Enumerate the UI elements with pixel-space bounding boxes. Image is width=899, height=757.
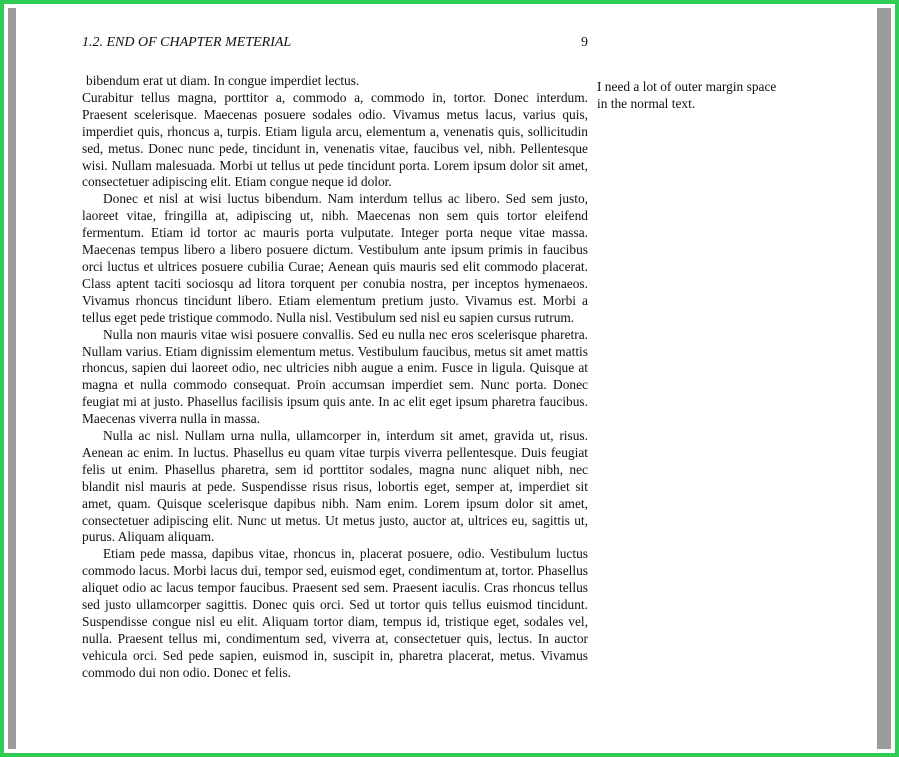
paragraph: Curabitur tellus magna, porttitor a, commodo a, commodo in, tortor. Donec interdum. Praesent scelerisque. Maecenas posuere sodales odio. Vivamus metus lacus, varius quis, imperdiet quis, rhoncus a, turpis. Etiam ligula arcu, elementum a, venenatis quis, sollicitudin sed, metus. Donec nunc pede, tincidunt in, venenatis vitae, faucibus vel, nibh. Pellentesque wisi. Nullam malesuada. Morbi ut tellus ut pede tincidunt porta. Lorem ipsum dolor sit amet, consectetuer adipiscing elit. Etiam congue neque id dolor. bbox=[82, 89, 588, 190]
body-text bbox=[82, 73, 588, 682]
running-header bbox=[82, 35, 588, 53]
page-number: 9 bbox=[581, 35, 588, 50]
left-page-gutter bbox=[8, 8, 16, 749]
section-title: 1.2. END OF CHAPTER METERIAL bbox=[82, 35, 292, 50]
paragraph: Nulla non mauris vitae wisi posuere convallis. Sed eu nulla nec eros scelerisque pharetra. Nullam varius. Etiam dignissim elementum metus. Vestibulum faucibus, metus sit amet mattis rhoncus, sapien dui laoreet odio, nec ultricies nibh augue a enim. Fusce in ligula. Quisque at magna et nulla commodo consequat. Proin accumsan imperdiet sem. Nunc porta. Donec feugiat mi at justo. Phasellus facilisis ipsum quis ante. In ac elit eget ipsum pharetra faucibus. Maecenas viverra nulla in massa. bbox=[82, 326, 588, 427]
margin-note: I need a lot of outer margin space in the normal text. bbox=[597, 79, 777, 111]
paragraph: Donec et nisl at wisi luctus bibendum. Nam interdum tellus ac libero. Sed sem justo, laoreet vitae, fringilla at, adipiscing ut, nibh. Maecenas non sem quis tortor eleifend fermentum. Etiam id tortor ac mauris porta vulputate. Integer porta neque vitae massa. Maecenas tempus libero a libero posuere dictum. Vestibulum ante ipsum primis in faucibus orci luctus et ultrices posuere cubilia Curae; Aenean quis mauris sed elit commodo placerat. Class aptent taciti sociosqu ad litora torquent per conubia nostra, per inceptos hymenaeos. Vivamus rhoncus tincidunt libero. Etiam elementum pretium justo. Vivamus est. Morbi a tellus eget pede tristique commodo. Nulla nisl. Vestibulum sed nisl eu sapien cursus rutrum. bbox=[82, 191, 588, 325]
paragraph: Nulla ac nisl. Nullam urna nulla, ullamcorper in, interdum sit amet, gravida ut, risus. Aenean ac enim. In luctus. Phasellus eu quam vitae turpis viverra pellentesque. Duis feugiat felis ut enim. Phasellus pharetra, sem id porttitor sodales, magna nunc aliquet nibh, nec blandit nisl mauris at pede. Suspendisse risus risus, lobortis eget, semper at, imperdiet sit amet, quam. Quisque scelerisque dapibus nibh. Nam enim. Lorem ipsum dolor sit amet, consectetuer adipiscing elit. Nunc ut metus. Ut metus justo, auctor at, ultrices eu, sagittis ut, purus. Aliquam aliquam. bbox=[82, 428, 588, 545]
document-page bbox=[16, 8, 877, 749]
paragraph: bibendum erat ut diam. In congue imperdiet lectus. bbox=[86, 73, 360, 88]
right-page-gutter bbox=[877, 8, 891, 749]
paragraph: Etiam pede massa, dapibus vitae, rhoncus in, placerat posuere, odio. Vestibulum luctus commodo lacus. Morbi lacus dui, tempor sed, euismod eget, condimentum at, tortor. Phasellus aliquet odio ac lacus tempor faucibus. Praesent sed sem. Praesent iaculis. Cras rhoncus tellus sed justo ullamcorper sagittis. Donec quis orci. Sed ut tortor quis tellus euismod tincidunt. Suspendisse congue nisl eu elit. Aliquam tortor diam, tempus id, tristique eget, sodales vel, nulla. Praesent tellus mi, condimentum sed, viverra at, consectetuer quis, lectus. In auctor vehicula orci. Sed pede sapien, euismod in, suscipit in, pharetra placerat, metus. Vivamus commodo dui non odio. Donec et felis. bbox=[82, 546, 588, 680]
